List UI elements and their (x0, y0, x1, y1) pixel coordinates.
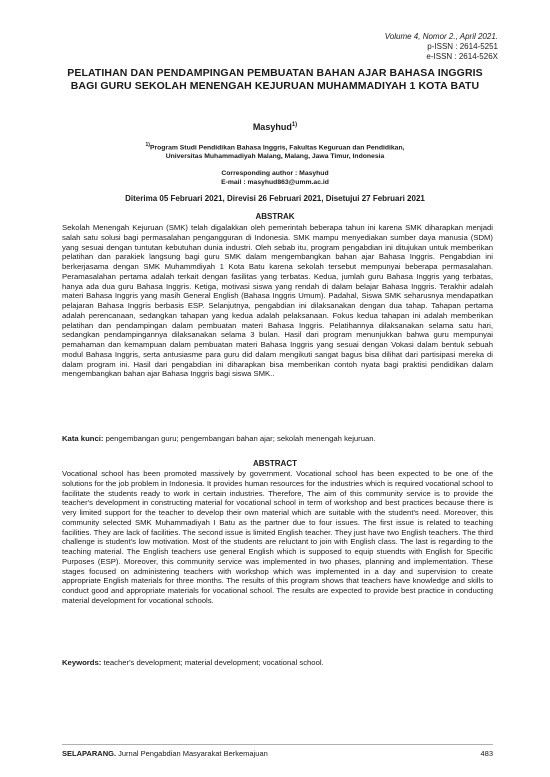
paper-title: PELATIHAN DAN PENDAMPINGAN PEMBUATAN BAHAN AJAR BAHASA INGGRIS BAGI GURU SEKOLAH MENENGAH KEJURUAN MUHAMMADIYAH 1 KOTA BATU (67, 67, 483, 92)
e-issn: e-ISSN : 2614-526X (426, 52, 498, 61)
corresponding-email: E-mail : masyhud863@umm.ac.id (221, 179, 329, 186)
journal-meta (385, 32, 498, 62)
author (0, 122, 550, 132)
kata-kunci-text: pengembangan guru; pengembangan bahan ajar; sekolah menengah kejuruan. (103, 434, 376, 443)
abstrak-heading: ABSTRAK (255, 212, 295, 221)
footer-journal-subtitle: Jurnal Pengabdian Masyarakat Berkemajuan (116, 749, 268, 758)
kata-kunci-label: Kata kunci: (62, 434, 104, 443)
affiliation-line2: Universitas Muhammadiyah Malang, Malang, Jawa Timur, Indonesia (165, 153, 385, 161)
keywords-label: Keywords: (62, 658, 102, 667)
footer-divider (62, 744, 493, 745)
affiliation-sup: 1) (145, 142, 150, 148)
abstract-heading: ABSTRACT (253, 459, 297, 468)
page-footer (62, 749, 493, 758)
corresponding-line1: Corresponding author : Masyhud (221, 170, 329, 177)
kata-kunci (62, 434, 493, 444)
keywords (62, 658, 493, 668)
keywords-text: teacher's development; material development; vocational school. (101, 658, 324, 667)
page-number: 483 (480, 749, 493, 758)
submission-dates: Diterima 05 Februari 2021, Direvisi 26 Februari 2021, Disetujui 27 Februari 2021 (125, 194, 425, 203)
abstrak-text: Sekolah Menengah Kejuruan (SMK) telah digalakkan oleh pemerintah beberapa tahun ini karena SMK diharapkan menjadi salah satu solusi bagi permasalahan pengangguran di Indonesia. SMK mampu menyediakan sumber daya manusia (SDM) yang sesuai dengan tuntutan kebutuhan dunia industri. Oleh sebab itu, program pengabdian ini ditujukan untuk memberikan pelatihan dan parakiek langsung bagi guru SMK dalam mengembangkan bahan ajar Bahasa Inggris. Pengabdian ini berkerjasama dengan SMK Muhammdiyah 1 Kota Batu karena sekolah tersebut mempunyai beberapa permasalahan. Peramasalahan pertama adalah terkait dengan fasilitas yang terbatas. Kedua, jumlah guru Bahasa Inggris yang terbatas, hanya ada dua guru Bahasa Inggris. Ketiga, motivasi siswa yang rendah di dalam belajar Bahasa Inggris. Terakhir adalah materi Bahasa Inggris yang masih General English (Bahasa Inggris Umum). Padahal, Siswa SMK seharusnya mendapatkan pelajaran Bahasa Inggris berbasis ESP. Selanjutnya, pengabdian ini dilaksanakan dengan dua tahap. Tahapan pertama adalah perencanaan, sedangkan tahapan yang kedua adalah pelaksanaan. Fokus kedua tahapan ini adalah memberikan pelatihan dan pendampingan dalam pembuatan materi Bahasa Inggris. Pelatihannya dilaksanakan selama satu hari, sedangkan pendampingannya dilaksanakan selama 3 bulan. Hasil dari program menunjukkan bahwa guru mempunyai pemahaman dan kemampuan dalam pembuatan materi Bahasa Inggris yang sesuai dengan Vokasi dalam bentuk sebuah modul Bahasa Inggris, serta antusiasme para guru did dalam mengikuti sangat bagus bisa dilihat dari partisipasi mereka di dalam program ini. Hasil dari pengabdian ini diharapkan bisa memberikan contoh nyata bagi praktisi pendidikan dalam mengembangkan bahan ajar Bahasa Inggris bagi siswa SMK.. (62, 223, 493, 379)
abstract-text: Vocational school has been promoted massively by government. Vocational school has been expected to be one of the solutions for the job problem in Indonesia. It provides human resources for the industries which is required vocational school to facilitate the students ready to work in certain industries. Therefore, The aim of this community service is to provide the teacher's development in constructing material for vocational school in term of workshop and best practices because there is very limited support for the teacher to develop their own material which are suitable with the student's need. Moreover, this community selected SMK Muhammadiyah I Batu as the partner due to four issues. The first issue is related to teaching facilities. They are lack of facilities. The second issue is limited English teacher. They just have two English teachers. The third challenge is student's low motivation. Most of the students are reluctant to join with English class. The last is regarding to the teaching material. The English teachers use general English which is supposed to equip stuendts with English for Specific Purposes (ESP). Moreover, this community service was implemented in two phases, planning and implementation. These stages focused on administering teachers with workshop which was implemented in a day and supervision to create appropriate English materials for three months. The results of this program shows that teachers have knowledge and skills to conduct good and appropriate materials for vocational school. The results are expected to provide best practice in conducting material development for vocational schools. (62, 469, 493, 605)
volume-info: Volume 4, Nomor 2., April 2021. (384, 32, 498, 41)
author-sup: 1) (291, 122, 298, 128)
corresponding-author (0, 169, 550, 187)
affiliation (0, 141, 550, 161)
affiliation-line1: Program Studi Pendidikan Bahasa Inggris, Fakultas Keguruan dan Pendidikan, (149, 144, 405, 152)
p-issn: p-ISSN : 2614-5251 (427, 42, 498, 51)
author-name: Masyhud (252, 122, 292, 132)
footer-journal-name: SELAPARANG. (62, 749, 117, 758)
